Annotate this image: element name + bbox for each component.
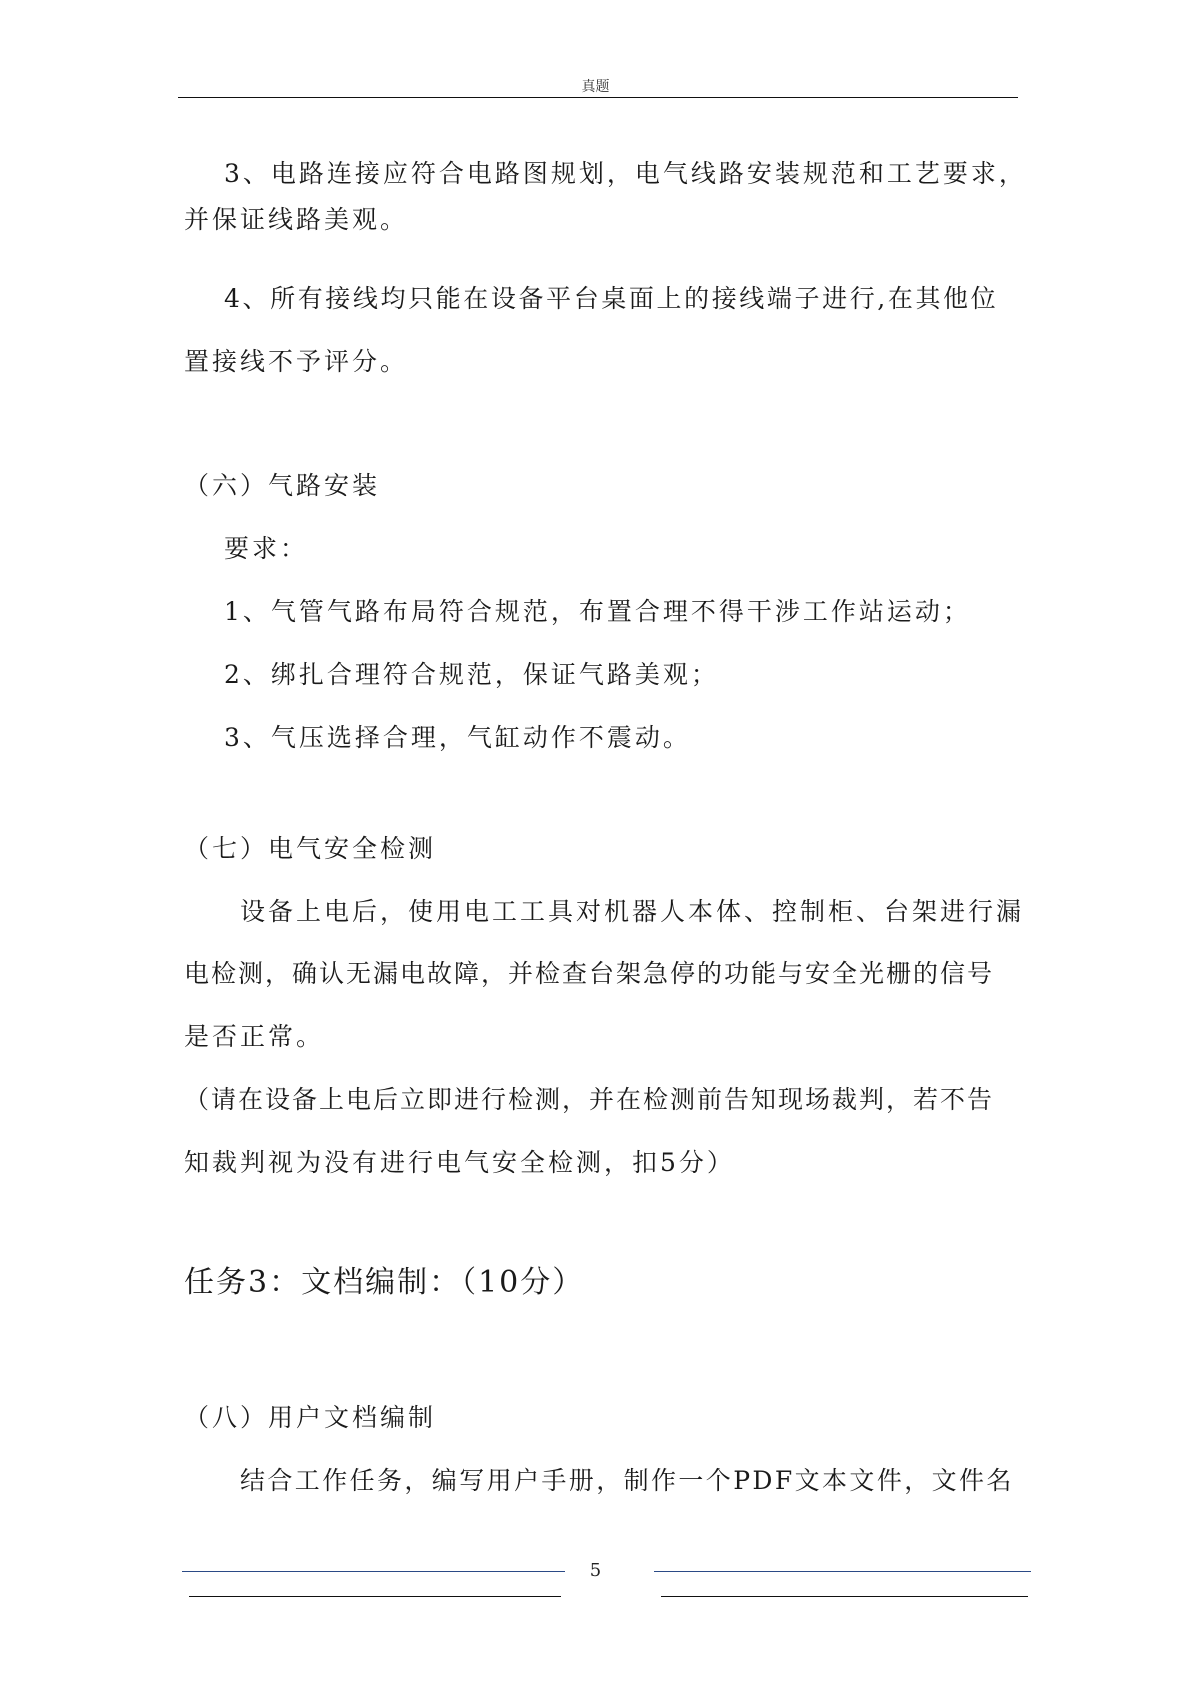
paragraph-line: （请在设备上电后立即进行检测，并在检测前告知现场裁判，若不告: [184, 1085, 995, 1114]
footer-rule: [189, 1596, 561, 1597]
paragraph-line: 要求：: [224, 534, 309, 563]
paragraph-line: 置接线不予评分。: [184, 347, 409, 376]
task-heading: 任务3：文档编制：（10分）: [184, 1265, 585, 1300]
list-item: 3、气压选择合理，气缸动作不震动。: [224, 723, 691, 752]
section-heading: （六）气路安装: [184, 471, 381, 500]
header-title: 真题: [581, 79, 610, 95]
section-heading: （七）电气安全检测: [184, 834, 437, 863]
header-rule: [178, 97, 1018, 98]
paragraph-line: 知裁判视为没有进行电气安全检测，扣5分）: [184, 1148, 735, 1177]
section-heading: （八）用户文档编制: [184, 1403, 437, 1432]
paragraph-line: 4、所有接线均只能在设备平台桌面上的接线端子进行,在其他位: [224, 284, 999, 313]
paragraph-line: 结合工作任务，编写用户手册，制作一个PDF文本文件，文件名: [240, 1466, 1014, 1495]
paragraph-line: 设备上电后，使用电工工具对机器人本体、控制柜、台架进行漏: [240, 897, 1025, 926]
list-item: 2、绑扎合理符合规范，保证气路美观；: [224, 660, 719, 689]
page-number: 5: [589, 1560, 602, 1581]
list-item: 1、气管气路布局符合规范，布置合理不得干涉工作站运动；: [224, 597, 971, 626]
paragraph-line: 是否正常。: [184, 1022, 325, 1051]
paragraph-line: 3、电路连接应符合电路图规划，电气线路安装规范和工艺要求，: [224, 159, 1027, 188]
paragraph-line: 电检测，确认无漏电故障，并检查台架急停的功能与安全光栅的信号: [184, 959, 995, 988]
footer-rule: [661, 1596, 1028, 1597]
paragraph-line: 并保证线路美观。: [184, 205, 409, 234]
